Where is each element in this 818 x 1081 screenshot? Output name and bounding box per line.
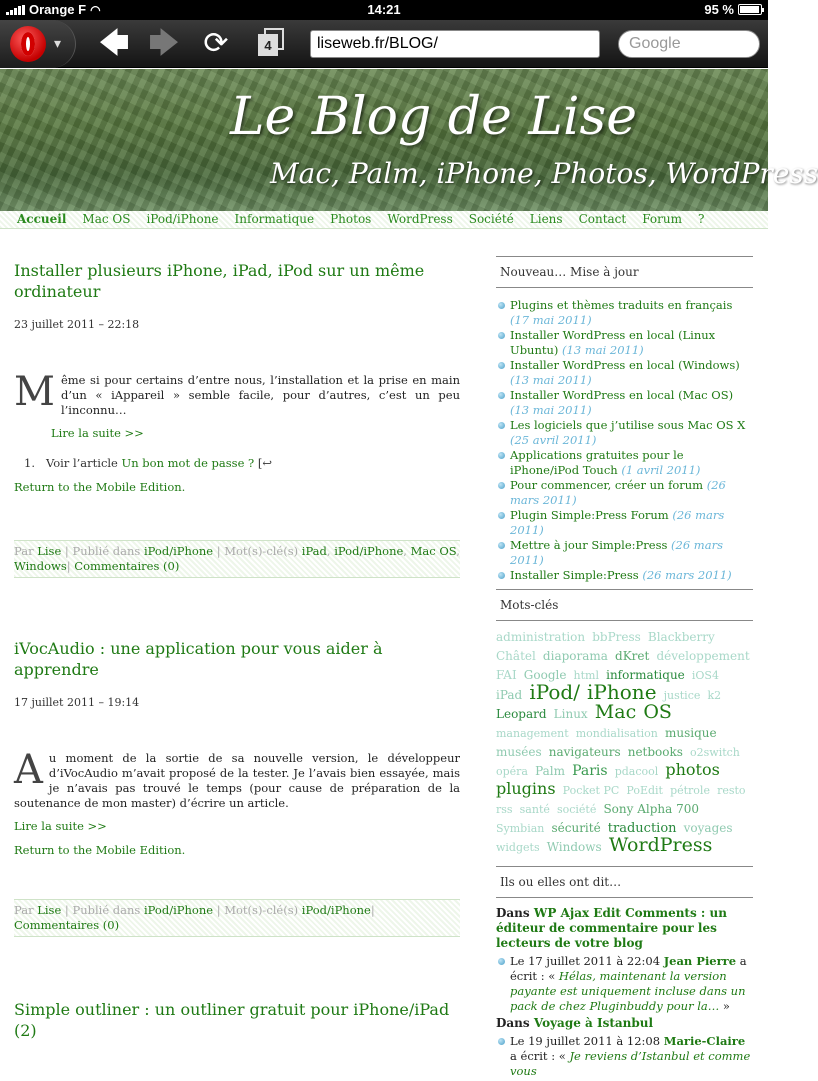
tag-link[interactable]: PoEdit [626,784,663,797]
tag-link[interactable]: bbPress [592,630,641,644]
drop-cap: M [14,369,55,415]
reload-icon[interactable]: ⟳ [203,26,229,61]
post-title[interactable]: Simple outliner : un outliner gratuit pour iPhone/iPad (2) [14,1000,450,1040]
comment-quote[interactable]: Je reviens d’Istanbul et comme vous [510,1049,751,1078]
recent-post-link[interactable]: Les logiciels que j’utilise sous Mac OS X [510,418,746,432]
wifi-icon: ◠ [90,2,101,17]
comment-post-link[interactable]: WP Ajax Edit Comments : un éditeur de commentaire pour les lecteurs de votre blog [496,906,727,950]
chevron-down-icon: ▾ [54,36,62,52]
search-input[interactable]: Google [618,30,760,58]
tag-link[interactable]: Blackberry [647,630,715,644]
nav-item-accueil[interactable]: Accueil [17,212,67,226]
recent-post-item[interactable] [496,358,753,388]
comment-author-link[interactable]: Marie-Claire [663,1034,746,1048]
tag-link[interactable]: resto [717,784,746,797]
footnote-link[interactable]: Un bon mot de passe ? [121,456,255,470]
clock: 14:21 [367,2,401,17]
recent-post-item[interactable] [496,568,753,583]
tags-widget-title: Mots-clés [496,589,753,621]
meta-tag-link[interactable]: iPod/iPhone [334,544,404,558]
comments-widget-title: Ils ou elles ont dit… [496,866,753,898]
mobile-edition-link[interactable]: Return to the Mobile Edition. [14,480,186,494]
meta-comments-link[interactable]: Commentaires (0) [14,918,120,932]
tag-link[interactable]: voyages [683,821,733,835]
tag-link[interactable]: justice [663,689,701,702]
main-content [14,260,460,1041]
tag-link[interactable]: opéra [496,765,528,778]
meta-by: Par [14,544,34,558]
tag-link[interactable]: dKret [615,649,650,663]
post-excerpt [14,369,460,418]
post [14,260,460,578]
recent-post-date: (13 mai 2011) [562,343,644,357]
comment-item [496,954,753,1014]
tag-link[interactable]: iPod/ [529,680,580,704]
tag-link[interactable]: musique [664,726,717,740]
comment-wrote: a écrit : « [510,954,747,983]
read-more-link[interactable]: Lire la suite >> [51,426,144,440]
tag-link[interactable]: musées [496,745,542,759]
recent-post-link[interactable]: Installer WordPress en local (Linux Ubuntu) [510,328,716,357]
nav-item-forum[interactable]: Forum [642,212,682,226]
footnote-prefix: Voir l’article [45,456,118,470]
comment-post-heading [496,906,753,951]
tag-link[interactable]: iPhone [587,680,657,704]
comment-post-heading [496,1016,753,1031]
tag-link[interactable]: management [496,727,569,740]
nav-item-contact[interactable]: Contact [578,212,627,226]
recent-widget-title: Nouveau… Mise à jour [496,256,753,288]
blog-subtitle: Mac, Palm, iPhone, Photos, WordPress [270,157,818,190]
meta-tag-link[interactable]: Mac OS [410,544,457,558]
tag-link[interactable]: Leopard [496,707,547,721]
recent-post-link[interactable]: Plugin Simple:Press Forum [510,508,669,522]
tag-link[interactable]: développement [656,649,750,663]
tag-link[interactable]: OS [643,701,672,723]
post [14,638,460,937]
tag-link[interactable]: Google [523,668,567,682]
tag-link[interactable]: Windows [546,840,602,854]
forward-arrow-icon[interactable]: 🡆 [148,26,180,61]
tag-link[interactable]: diaporama [542,649,608,663]
tag-link[interactable]: html [573,669,600,682]
tag-link[interactable]: widgets [496,841,540,854]
tag-link[interactable]: sécurité [551,821,601,835]
tag-link[interactable]: Sony Alpha 700 [603,802,700,816]
meta-tags-label: | Mot(s)-clé(s) [216,903,299,917]
nav-item-societe[interactable]: Société [468,212,514,226]
tag-link[interactable]: FAI [496,668,517,682]
battery-icon [738,4,762,15]
recent-post-date: (13 mai 2011) [510,403,592,417]
footnote-number: 1. [24,456,43,470]
comment-quote[interactable]: Hélas, maintenant la version payante est uniquement incluse dans un pack de chez Pluginbuddy pour la… [510,969,746,1013]
post-date: 23 juillet 2011 – 22:18 [14,318,140,331]
post-meta: Par Lise | Publié dans iPod/iPhone | Mot(s)-clé(s) iPad, iPod/iPhone, Mac OS, Windows| Commentaires (0) [14,540,460,578]
recent-post-link[interactable]: Installer WordPress en local (Windows) [510,358,740,372]
footnote [24,456,460,470]
tag-link[interactable]: photos [665,760,720,779]
recent-post-link[interactable]: Mettre à jour Simple:Press [510,538,668,552]
recent-post-item[interactable] [496,388,753,418]
recent-post-item[interactable] [496,448,753,478]
recent-posts-list [496,288,753,589]
meta-author-link[interactable]: Lise [37,903,62,917]
recent-post-date: (26 mars 2011) [510,538,723,567]
comment-date: Le 17 juillet 2011 à 22:04 [510,954,661,968]
meta-tag-link[interactable]: iPad [301,544,327,558]
recent-post-item[interactable] [496,328,753,358]
main-nav [0,211,768,229]
tag-link[interactable]: k2 [707,689,722,702]
recent-post-date: (26 mars 2011) [510,478,726,507]
tag-link[interactable]: Châtel [496,649,536,663]
recent-post-item[interactable] [496,478,753,508]
tag-link[interactable]: iOS4 [691,669,719,682]
comment-wrote: a écrit : « [510,1049,566,1063]
recent-post-item[interactable] [496,418,753,448]
tag-link[interactable]: Mac [594,701,637,723]
comment-post-link[interactable]: Voyage à Istanbul [533,1016,654,1030]
tag-link[interactable]: rss [496,803,513,816]
recent-post-link[interactable]: Applications gratuites pour le iPhone/iPod Touch [510,448,684,477]
recent-post-link[interactable]: Installer WordPress en local (Mac OS) [510,388,734,402]
blog-header-banner[interactable] [0,69,818,211]
post-date: 17 juillet 2011 – 19:14 [14,696,140,709]
tag-link[interactable]: mondialisation [575,727,658,740]
tag-link[interactable]: Symbian [496,822,545,835]
recent-post-date: (17 mai 2011) [510,313,592,327]
tag-link[interactable]: Paris [572,763,608,779]
tag-link[interactable]: pdacool [614,765,659,778]
meta-tag-link[interactable]: Windows [14,559,67,573]
post [14,999,460,1041]
recent-post-item[interactable] [496,538,753,568]
back-arrow-icon[interactable]: 🡄 [98,26,130,61]
nav-item-help[interactable]: ? [697,212,705,226]
recent-post-date: (1 avril 2011) [621,463,701,477]
meta-tags-label: | Mot(s)-clé(s) [216,544,299,558]
tag-link[interactable]: santé [519,803,550,816]
nav-item-liens[interactable]: Liens [529,212,563,226]
meta-category-link[interactable]: iPod/iPhone [143,903,214,917]
opera-logo-icon [10,26,46,62]
footnote-return-icon[interactable]: [↩ [257,456,272,470]
meta-published: | Publié dans [64,903,141,917]
nav-item-informatique[interactable]: Informatique [234,212,315,226]
browser-toolbar [0,20,768,68]
tag-link[interactable]: netbooks [627,745,683,759]
tag-link[interactable]: Linux [553,707,588,721]
recent-post-link[interactable]: Pour commencer, créer un forum [510,478,704,492]
recent-post-date: (26 mars 2011) [642,568,732,582]
post-title[interactable]: Installer plusieurs iPhone, iPad, iPod sur un même ordinateur [14,261,425,301]
opera-menu-button[interactable] [0,20,76,68]
nav-item-mac-os[interactable]: Mac OS [82,212,131,226]
tabs-button[interactable] [256,28,286,60]
tag-link[interactable]: administration [496,630,586,644]
tag-link[interactable]: WordPress [608,834,713,856]
comment-date: Le 19 juillet 2011 à 12:08 [510,1034,661,1048]
tag-link[interactable]: société [556,803,597,816]
tag-link[interactable]: Palm [535,764,565,778]
recent-comments-list [496,898,753,1079]
meta-published: | Publié dans [64,544,141,558]
meta-category-link[interactable]: iPod/iPhone [143,544,214,558]
post-excerpt [14,747,460,811]
carrier-label: Orange F [29,2,87,17]
nav-item-photos[interactable]: Photos [330,212,372,226]
recent-post-date: (25 avril 2011) [510,433,597,447]
excerpt-text: ême si pour certains d’entre nous, l’installation et la prise en main d’un « iAppareil » semble facile, pour d’autres, c’est un peu l’inconnu… [60,373,460,417]
blog-title[interactable]: Le Blog de Lise [230,87,638,147]
comment-end: » [722,999,730,1013]
tag-link[interactable]: traduction [607,821,677,836]
meta-tag-link[interactable]: iPod/iPhone [301,903,371,917]
url-input[interactable]: liseweb.fr/BLOG/ [310,30,600,58]
read-more-link[interactable]: Lire la suite >> [14,819,107,833]
status-bar [0,0,768,20]
recent-post-item[interactable] [496,508,753,538]
recent-post-item[interactable] [496,298,753,328]
meta-by: Par [14,903,34,917]
tag-cloud [496,621,753,866]
mobile-edition-link[interactable]: Return to the Mobile Edition. [14,843,186,857]
comment-author-link[interactable]: Jean Pierre [663,954,737,968]
tag-link[interactable]: navigateurs [548,745,621,759]
drop-cap: A [14,747,43,793]
tab-count: 4 [258,34,278,56]
comment-prefix: Dans [496,906,530,920]
recent-post-link[interactable]: Installer Simple:Press [510,568,639,582]
meta-author-link[interactable]: Lise [37,544,62,558]
meta-comments-link[interactable]: Commentaires (0) [74,559,180,573]
sidebar [496,256,753,1081]
recent-post-link[interactable]: Plugins et thèmes traduits en français [510,298,733,312]
comment-prefix: Dans [496,1016,530,1030]
nav-item-wordpress[interactable]: WordPress [387,212,453,226]
tag-link[interactable]: Pocket PC [562,784,620,797]
tag-link[interactable]: iPad [496,688,523,702]
tag-link[interactable]: o2switch [690,746,740,759]
post-meta: Par Lise | Publié dans iPod/iPhone | Mot(s)-clé(s) iPod/iPhone| Commentaires (0) [14,899,460,937]
recent-post-date: (13 mai 2011) [510,373,592,387]
post-title[interactable]: iVocAudio : une application pour vous aider à apprendre [14,639,383,679]
comment-item [496,1034,753,1079]
excerpt-text: u moment de la sortie de sa nouvelle version, le développeur d’iVocAudio m’avait proposé de la tester. Je l’avais bien essayée, mais je n’avais pas trouvé le temps (pour cause de préparation de la soutenance de mon master) d’écrire un article. [14,751,460,810]
tag-link[interactable]: pétrole [670,784,710,797]
tag-link[interactable]: plugins [496,779,556,798]
battery-label: 95 % [704,2,734,17]
nav-item-ipod-iphone[interactable]: iPod/iPhone [146,212,219,226]
recent-post-date: (26 mars 2011) [510,508,725,537]
tag-link[interactable]: informatique [606,668,685,682]
